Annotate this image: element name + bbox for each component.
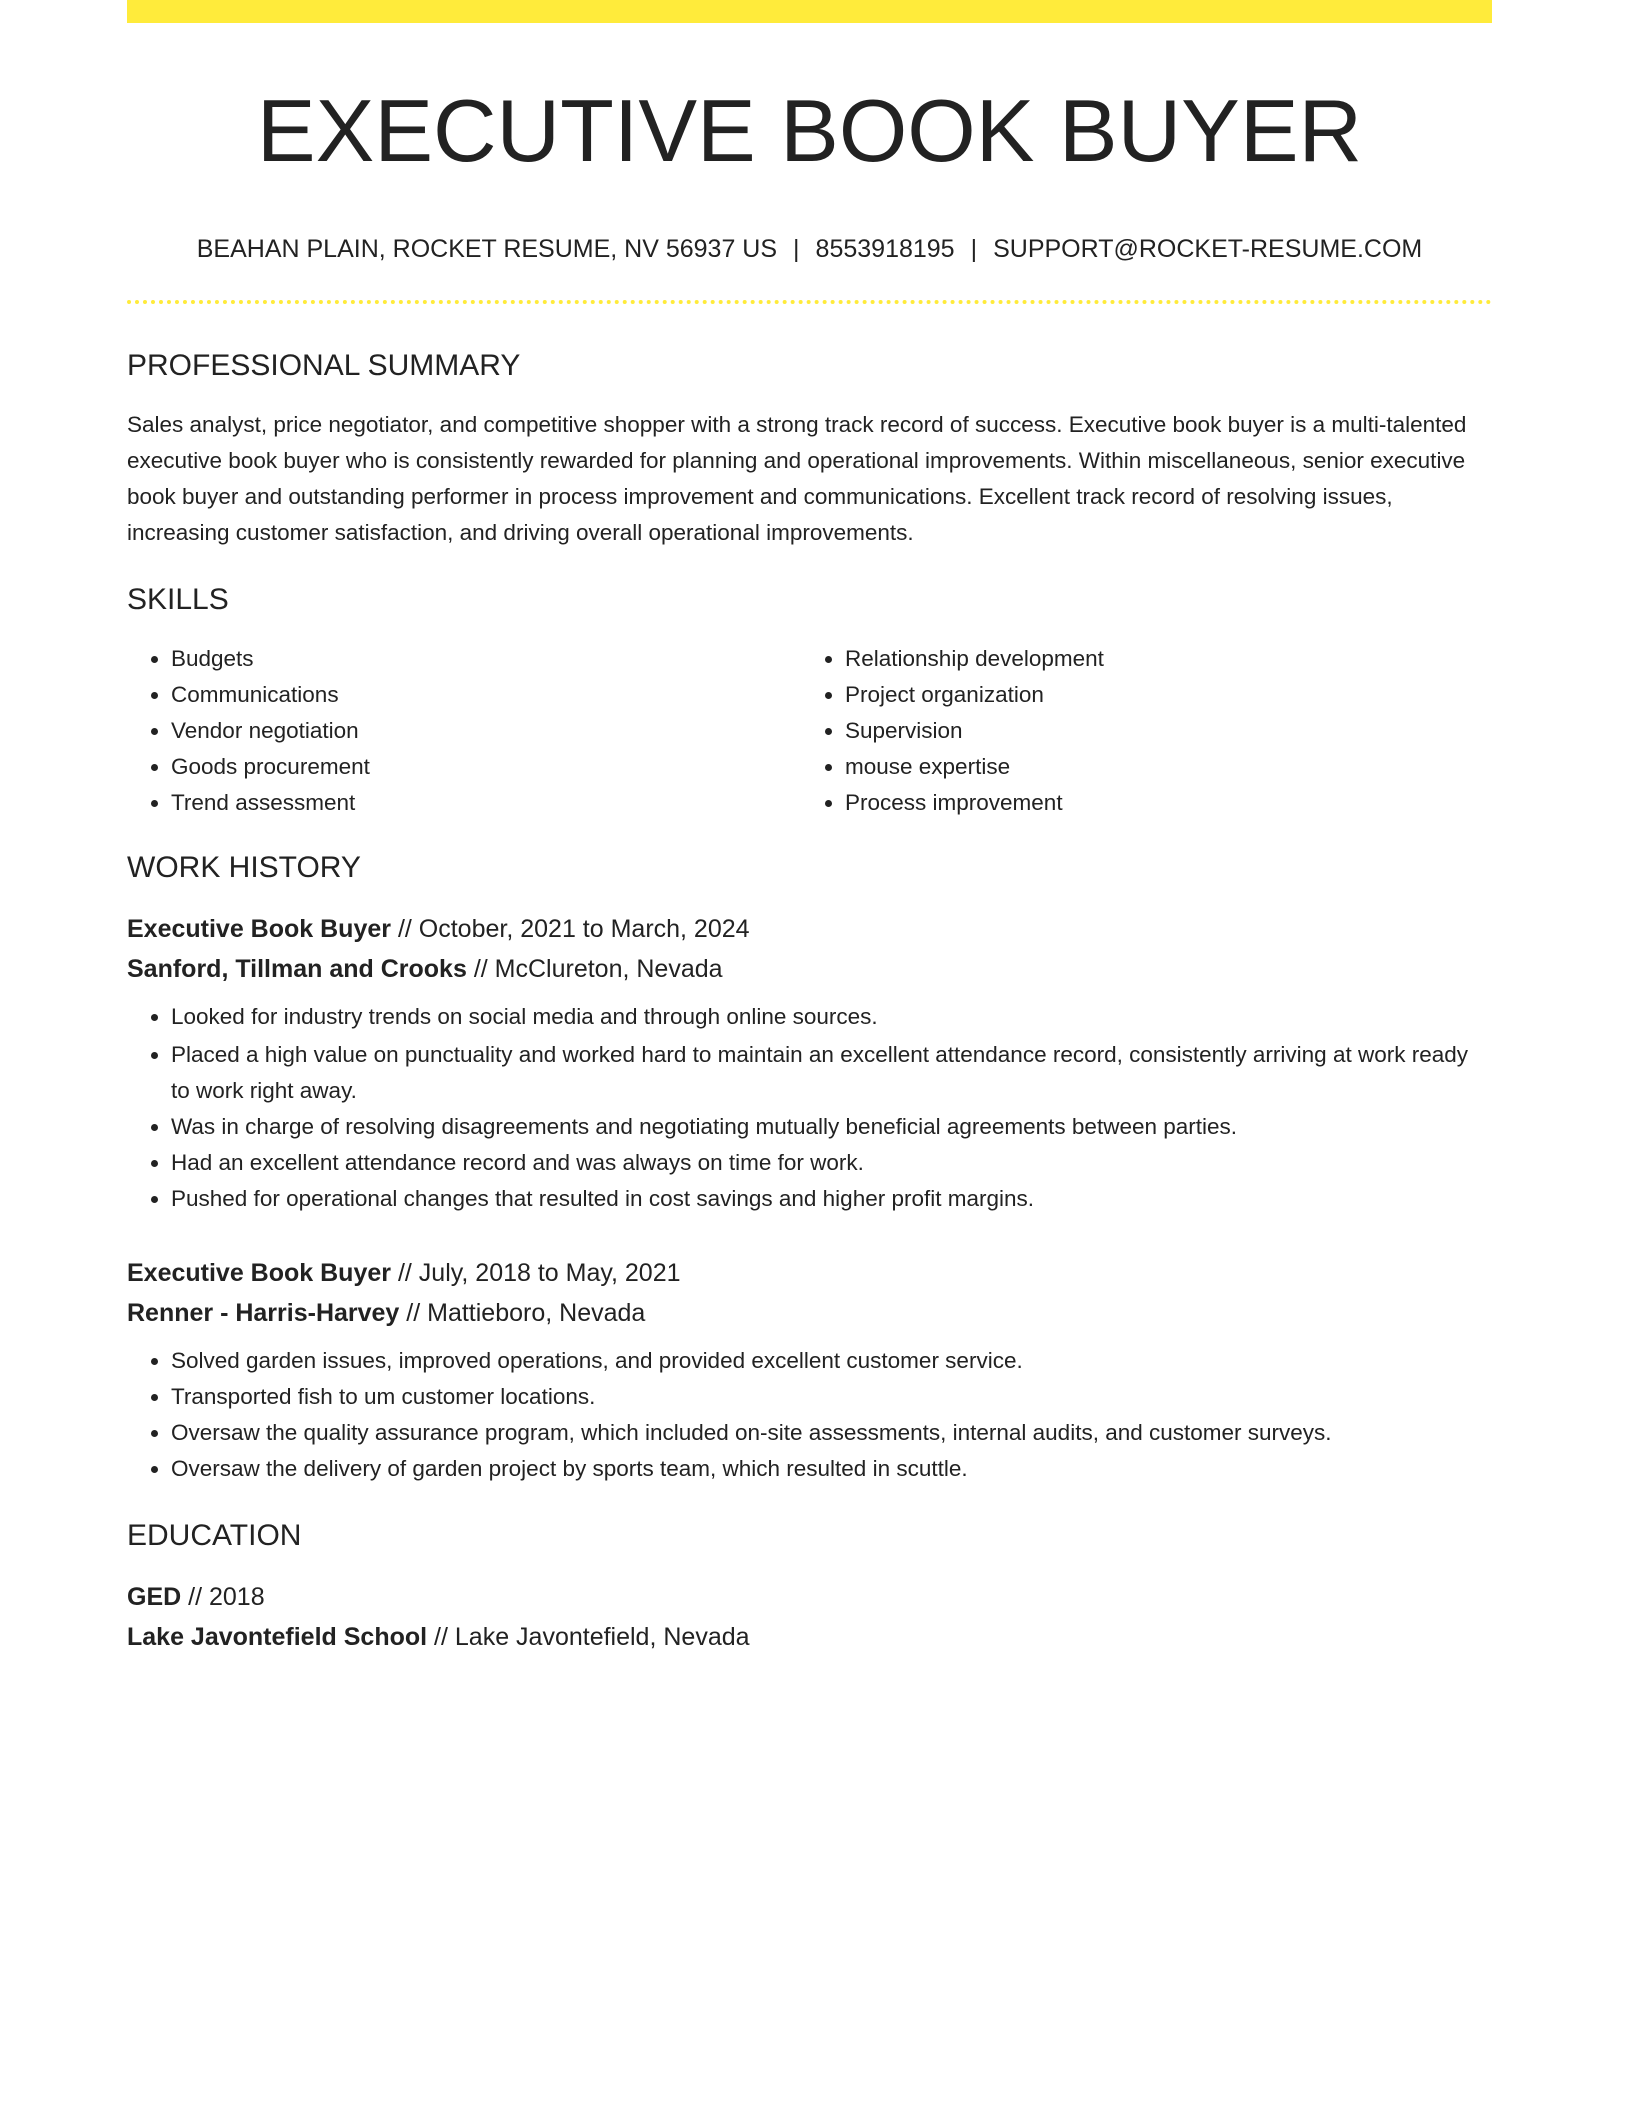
job-bullet: • Transported fish to um customer locations. [171, 1379, 1492, 1415]
skill-item: • Project organization [845, 677, 1475, 713]
skill-item: • Goods procurement [171, 749, 801, 785]
job-location: // Mattieboro, Nevada [406, 1299, 646, 1327]
job-company: Sanford, Tillman and Crooks [127, 955, 467, 983]
job-bullet: • Oversaw the delivery of garden project by sports team, which resulted in scuttle. [171, 1451, 1492, 1487]
contact-separator: | [970, 235, 978, 263]
skills-column-left [127, 641, 801, 821]
contact-address: BEAHAN PLAIN, ROCKET RESUME, NV 56937 US [196, 235, 778, 263]
skill-item: • Budgets [171, 641, 801, 677]
education-degree: GED [127, 1583, 182, 1611]
job-role: Executive Book Buyer [127, 915, 391, 943]
skill-item: • mouse expertise [845, 749, 1475, 785]
skills-heading: SKILLS [127, 583, 229, 616]
job-entry [127, 1253, 1492, 1487]
job-bullets [127, 999, 1492, 1217]
job-company-line [127, 949, 1492, 989]
contact-email: SUPPORT@ROCKET-RESUME.COM [993, 235, 1423, 263]
job-location: // McClureton, Nevada [473, 955, 723, 983]
job-bullet: • Was in charge of resolving disagreements and negotiating mutually beneficial agreements between parties. [171, 1109, 1492, 1145]
education-location: // Lake Javontefield, Nevada [434, 1623, 750, 1651]
job-company: Renner - Harris-Harvey [127, 1299, 400, 1327]
skill-item: • Communications [171, 677, 801, 713]
education-heading: EDUCATION [127, 1519, 302, 1552]
education-school-line [127, 1617, 1492, 1657]
contact-line [127, 237, 1492, 262]
summary-text: Sales analyst, price negotiator, and competitive shopper with a strong track record of success. Executive book buyer is a multi-talented executive book buyer who is consistently rewarded for planning and operational improvements. Within miscellaneous, senior executive book buyer and outstanding performer in process improvement and communications. Excellent track record of resolving issues, increasing customer satisfaction, and driving overall operational improvements. [127, 412, 1467, 545]
job-role-line [127, 1253, 1492, 1293]
job-bullet: • Had an excellent attendance record and was always on time for work. [171, 1145, 1492, 1181]
job-role: Executive Book Buyer [127, 1259, 391, 1287]
skill-item: • Supervision [845, 713, 1475, 749]
contact-phone: 8553918195 [815, 235, 955, 263]
education-degree-line [127, 1577, 1492, 1617]
job-bullet: • Pushed for operational changes that resulted in cost savings and higher profit margins. [171, 1181, 1492, 1217]
job-bullet: • Looked for industry trends on social media and through online sources. [171, 999, 1492, 1035]
contact-separator: | [793, 235, 800, 263]
education-school: Lake Javontefield School [127, 1623, 428, 1651]
skill-item: • Relationship development [845, 641, 1475, 677]
skill-item: • Trend assessment [171, 785, 801, 821]
education-year: // 2018 [188, 1583, 265, 1611]
resume-title: EXECUTIVE BOOK BUYER [256, 81, 1363, 180]
job-bullet: • Solved garden issues, improved operations, and provided excellent customer service. [171, 1343, 1492, 1379]
skills-list [127, 641, 1492, 821]
summary-heading: PROFESSIONAL SUMMARY [127, 349, 521, 382]
job-company-line [127, 1293, 1492, 1333]
job-dates: // October, 2021 to March, 2024 [397, 915, 750, 943]
job-role-line [127, 909, 1492, 949]
job-bullets [127, 1343, 1492, 1487]
resume-page [127, 0, 1492, 1657]
job-bullet: • Placed a high value on punctuality and worked hard to maintain an excellent attendance record, consistently arriving at work ready to work right away. [171, 1037, 1492, 1109]
skills-column-right [801, 641, 1475, 821]
job-entry [127, 909, 1492, 1217]
skill-item: • Process improvement [845, 785, 1475, 821]
work-history-heading: WORK HISTORY [127, 851, 361, 884]
dotted-divider [127, 300, 1492, 304]
skill-item: • Vendor negotiation [171, 713, 801, 749]
accent-bar [127, 0, 1492, 23]
job-bullet: • Oversaw the quality assurance program, which included on-site assessments, internal audits, and customer surveys. [171, 1415, 1492, 1451]
job-dates: // July, 2018 to May, 2021 [397, 1259, 681, 1287]
